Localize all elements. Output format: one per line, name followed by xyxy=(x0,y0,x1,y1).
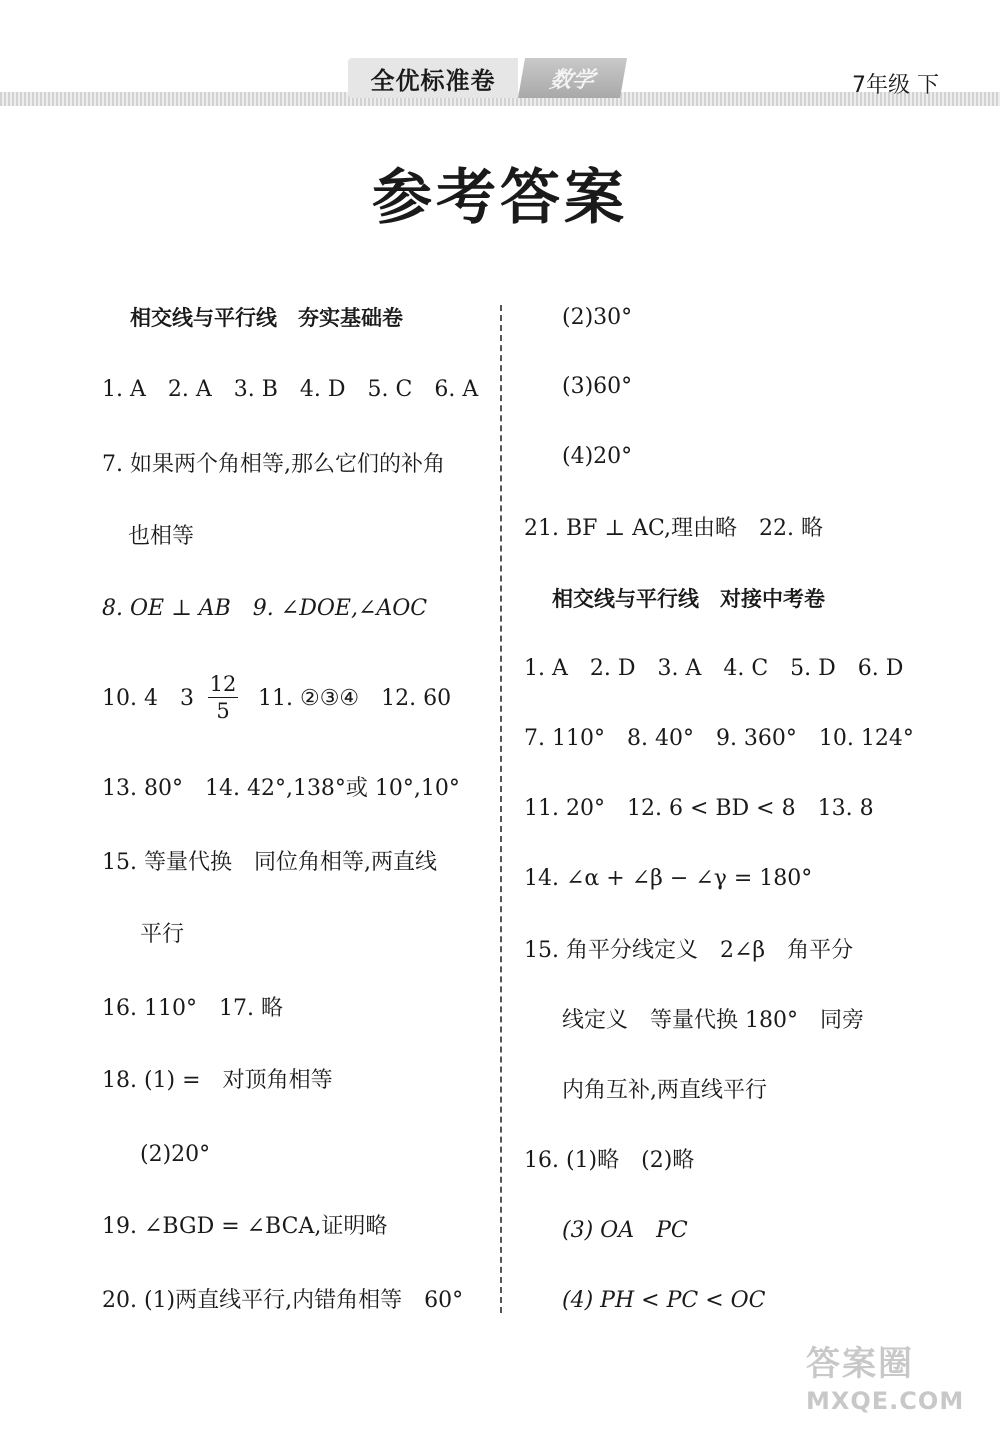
answer-line: 20. (1)两直线平行,内错角相等 60° xyxy=(102,1288,464,1313)
answer-line: 1. A 2. A 3. B 4. D 5. C 6. A xyxy=(102,377,479,402)
watermark-logo-text: 答案圈 xyxy=(806,1344,914,1384)
answer-line: 8. OE ⊥ AB 9. ∠DOE,∠AOC xyxy=(102,596,428,621)
answer-line: 18. (1) = 对顶角相等 xyxy=(102,1068,333,1093)
series-label: 全优标准卷 xyxy=(348,58,518,98)
answer-line: 13. 80° 14. 42°,138°或 10°,10° xyxy=(102,776,460,801)
answer-line: 11. ②③④ 12. 60 xyxy=(258,686,452,711)
answer-line: (2)30° xyxy=(562,305,633,330)
answer-line: (3) OA PC xyxy=(562,1218,688,1243)
answer-line: 也相等 xyxy=(128,524,195,549)
fraction-numerator: 12 xyxy=(209,672,237,696)
answer-line: 7. 如果两个角相等,那么它们的补角 xyxy=(102,452,445,477)
answer-line: 内角互补,两直线平行 xyxy=(562,1078,767,1103)
fraction-denominator: 5 xyxy=(216,699,230,723)
answer-line: 14. ∠α + ∠β − ∠γ = 180° xyxy=(524,866,813,891)
answer-line: 10. 4 3 xyxy=(102,686,194,711)
watermark-url: MXQE.COM xyxy=(806,1387,965,1415)
column-divider xyxy=(500,305,502,1313)
answer-line: 7. 110° 8. 40° 9. 360° 10. 124° xyxy=(524,726,914,751)
answer-line: 线定义 等量代换 180° 同旁 xyxy=(562,1008,864,1033)
answer-line: 15. 等量代换 同位角相等,两直线 xyxy=(102,850,437,875)
answer-line: 21. BF ⊥ AC,理由略 22. 略 xyxy=(524,516,823,541)
page-title: 参考答案 xyxy=(372,163,628,233)
answer-line: 11. 20° 12. 6 < BD < 8 13. 8 xyxy=(524,796,874,821)
fraction-bar xyxy=(208,697,238,698)
answer-line: 19. ∠BGD = ∠BCA,证明略 xyxy=(102,1214,388,1239)
answer-line: 16. (1)略 (2)略 xyxy=(524,1148,695,1173)
fraction xyxy=(208,672,238,723)
watermark xyxy=(806,1336,996,1426)
section-heading-basic: 相交线与平行线 夯实基础卷 xyxy=(130,306,403,330)
answer-line: 1. A 2. D 3. A 4. C 5. D 6. D xyxy=(524,656,904,681)
answer-line: (4) PH < PC < OC xyxy=(562,1288,766,1313)
grade-label: 7年级 下 xyxy=(852,73,939,98)
answer-line: (2)20° xyxy=(140,1142,211,1167)
subject-label: 数学 xyxy=(547,67,597,93)
answer-line: (4)20° xyxy=(562,444,633,469)
answer-line: 15. 角平分线定义 2∠β 角平分 xyxy=(524,938,854,963)
answer-line: 平行 xyxy=(140,922,185,947)
subject-tab xyxy=(518,58,627,98)
answer-line: 16. 110° 17. 略 xyxy=(102,996,283,1021)
answer-line: (3)60° xyxy=(562,374,633,399)
section-heading-exam: 相交线与平行线 对接中考卷 xyxy=(552,587,825,611)
